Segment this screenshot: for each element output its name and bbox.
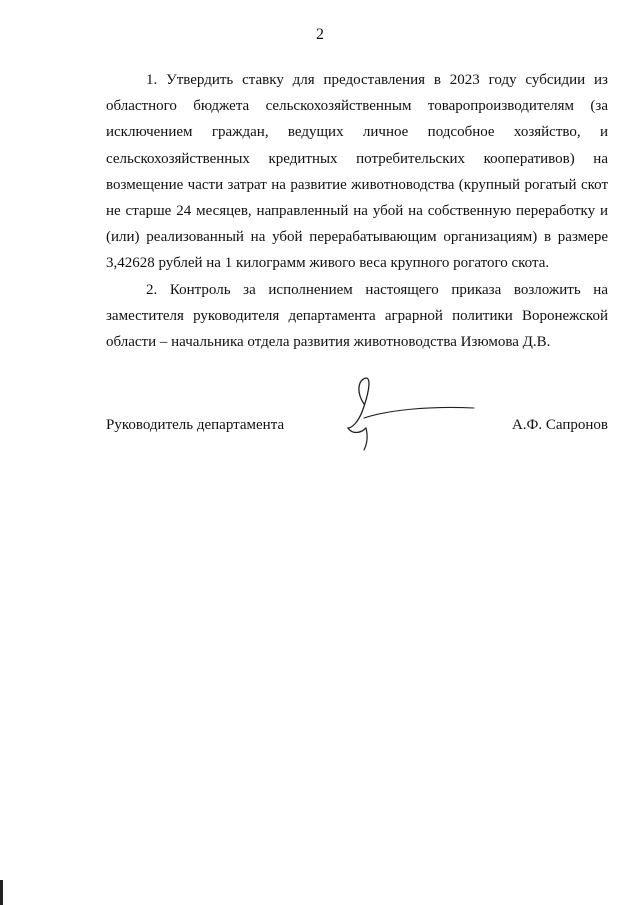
signature-block [106,417,608,441]
paragraph-1: 1. Утвердить ставку для предоставления в 2023 году субсидии из областного бюджета сельскохозяйственным товаропроизводителям (за исключением граждан, ведущих личное подсобное хозяйство, и сельскохозяйственных кредитных потребительских кооперативов) на возмещение части затрат на развитие животноводства (крупный рогатый скот не старше 24 месяцев, направленный на убой на собственную переработку и (или) реализованный на убой перерабатывающим организациям) в размере 3,42628 рублей на 1 килограмм живого веса крупного рогатого скота. [106,72,608,272]
paragraph-2: 2. Контроль за исполнением настоящего приказа возложить на заместителя руководителя департамента аграрной политики Воронежской области – начальника отдела развития животноводства Изюмова Д.В. [106,281,608,351]
document-body [106,67,608,355]
signer-title: Руководитель департамента [106,417,285,433]
page-number: 2 [316,26,324,43]
scan-edge-mark [0,880,3,905]
signer-name: А.Ф. Сапронов [511,417,608,433]
